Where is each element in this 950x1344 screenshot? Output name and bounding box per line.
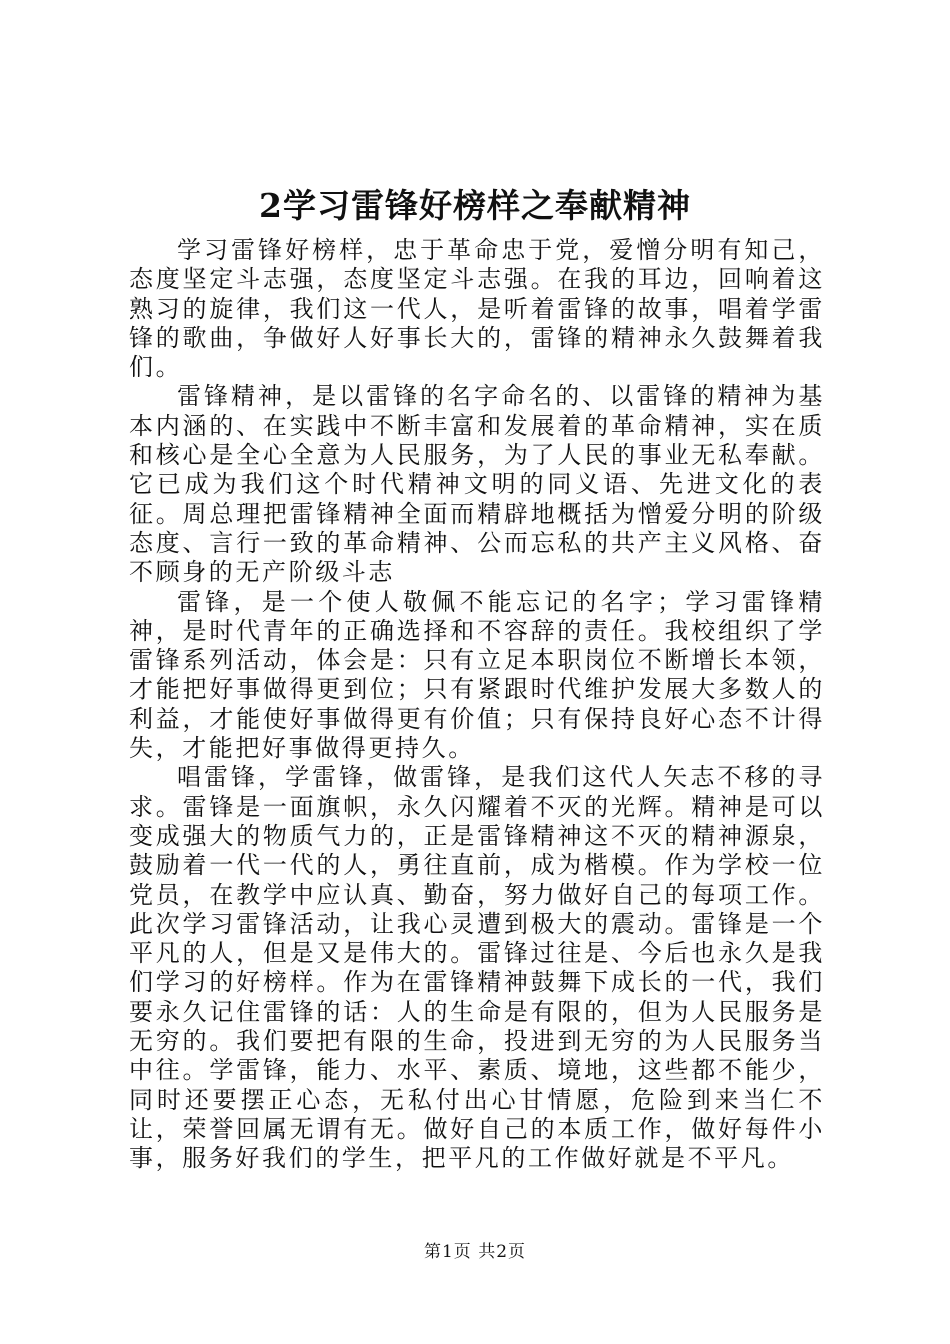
paragraph-1: 学习雷锋好榜样，忠于革命忠于党，爱憎分明有知己，态度坚定斗志强，态度坚定斗志强。在我的耳边，回响着这熟习的旋律，我们这一代人，是听着雷锋的故事，唱着学雷锋的歌曲，争做好人好事长大的，雷锋的精神永久鼓舞着我们。 xyxy=(129,236,825,382)
paragraph-2: 雷锋精神，是以雷锋的名字命名的、以雷锋的精神为基本内涵的、在实践中不断丰富和发展着的革命精神，实在质和核心是全心全意为人民服务，为了人民的事业无私奉献。它已成为我们这个时代精神文明的同义语、先进文化的表征。周总理把雷锋精神全面而精辟地概括为憎爱分明的阶级态度、言行一致的革命精神、公而忘私的共产主义风格、奋不顾身的无产阶级斗志 xyxy=(129,382,825,587)
page-footer: 第1页 共2页 xyxy=(423,1242,527,1262)
document-title: 2学习雷锋好榜样之奉献精神 xyxy=(259,186,691,225)
paragraph-4: 唱雷锋，学雷锋，做雷锋，是我们这代人矢志不移的寻求。雷锋是一面旗帜，永久闪耀着不灭的光辉。精神是可以变成强大的物质气力的，正是雷锋精神这不灭的精神源泉，鼓励着一代一代的人，勇往直前，成为楷模。作为学校一位党员，在教学中应认真、勤奋，努力做好自己的每项工作。此次学习雷锋活动，让我心灵遭到极大的震动。雷锋是一个平凡的人，但是又是伟大的。雷锋过往是、今后也永久是我们学习的好榜样。作为在雷锋精神鼓舞下成长的一代，我们要永久记住雷锋的话：人的生命是有限的，但为人民服务是无穷的。我们要把有限的生命，投进到无穷的为人民服务当中往。学雷锋，能力、水平、素质、境地，这些都不能少，同时还要摆正心态，无私付出心甘情愿，危险到来当仁不让，荣誉回属无谓有无。做好自己的本质工作，做好每件小事，服务好我们的学生，把平凡的工作做好就是不平凡。 xyxy=(129,763,825,1173)
paragraph-3: 雷锋，是一个使人敬佩不能忘记的名字；学习雷锋精神，是时代青年的正确选择和不容辞的责任。我校组织了学雷锋系列活动，体会是：只有立足本职岗位不断增长本领，才能把好事做得更到位；只有紧跟时代维护发展大多数人的利益，才能使好事做得更有价值；只有保持良好心态不计得失，才能把好事做得更持久。 xyxy=(129,587,825,763)
document-body xyxy=(129,236,825,1174)
